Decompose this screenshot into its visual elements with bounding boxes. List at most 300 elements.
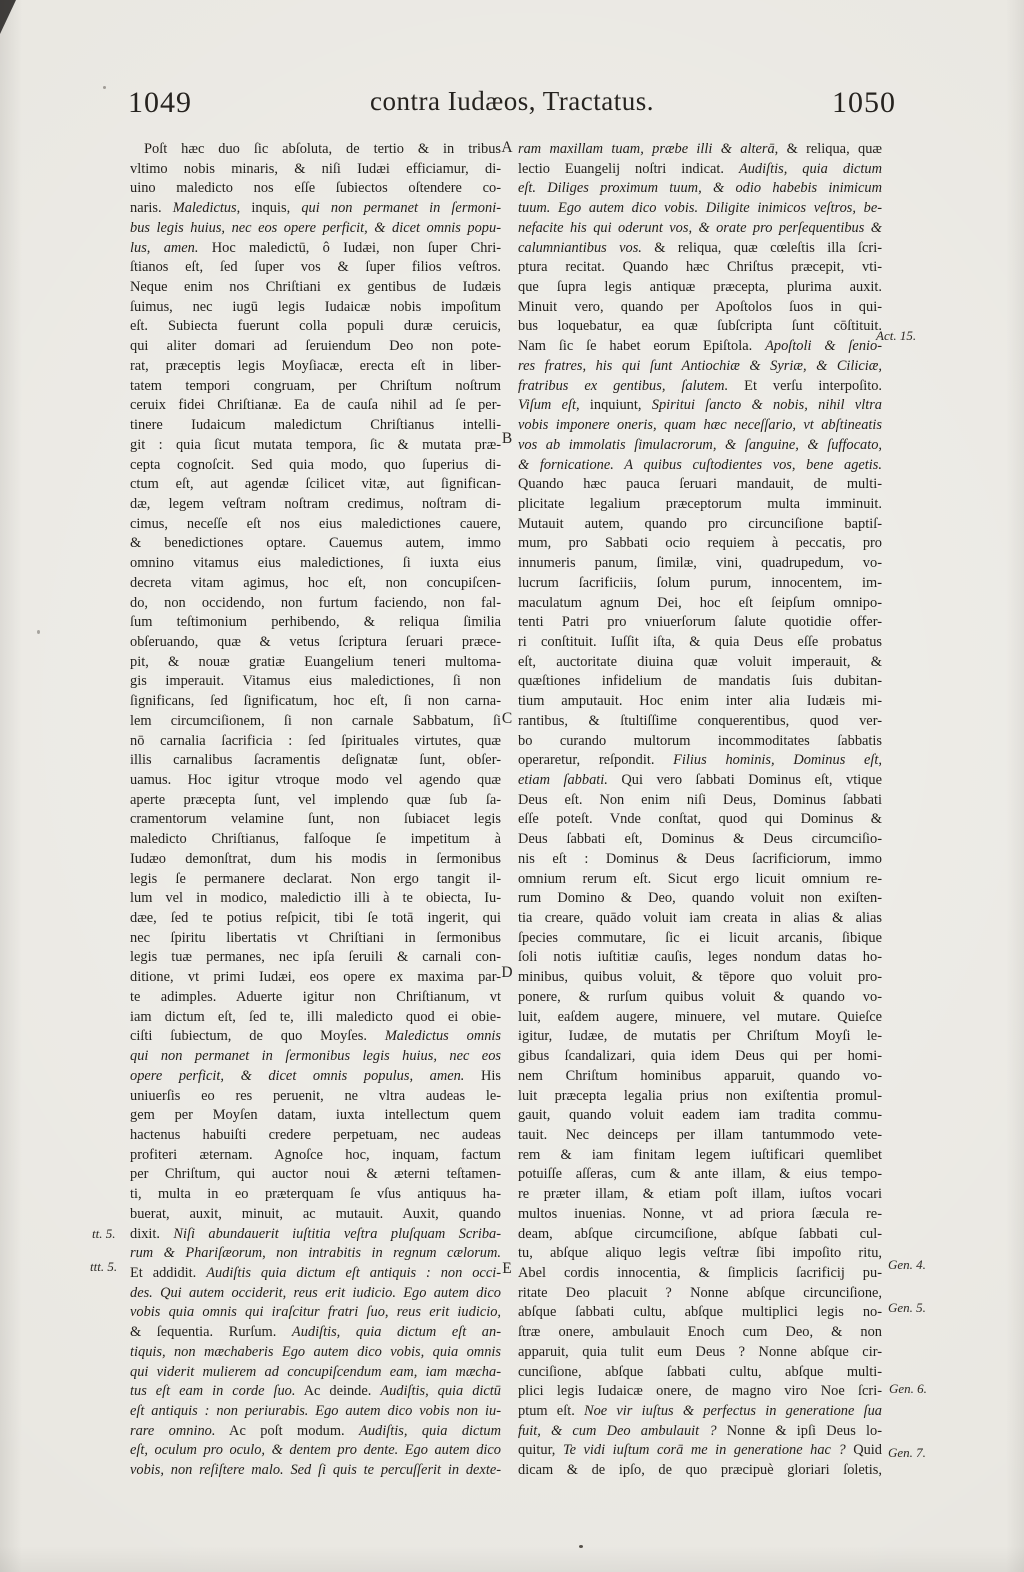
text-line — [130, 1323, 501, 1343]
text-segment: ptum eſt. — [518, 1403, 585, 1419]
text-line — [518, 416, 882, 436]
text-segment: re præter illam, & etiam poſt illam, iuſtos vocari — [518, 1186, 882, 1203]
text-segment: cramentorum velamine ſunt, non ſubiacet legis — [130, 811, 501, 828]
text-segment: profiteri æternam. Agnoſce hoc, inquam, factum — [130, 1146, 501, 1163]
italic-text-segment: eſt antiquis : non periurabis. Ego autem dico vobis non iu- — [130, 1403, 501, 1419]
text-line — [518, 436, 882, 456]
text-line — [130, 574, 501, 594]
italic-text-segment: tus eſt eam in corde ſuo. — [130, 1383, 296, 1400]
text-segment: dæ, legem veſtram noſtram credimus, noſtram di- — [130, 495, 501, 512]
text-line — [130, 1422, 501, 1442]
text-line — [130, 258, 501, 278]
text-line — [518, 317, 882, 337]
text-line — [518, 1126, 882, 1146]
italic-text-segment: Apoſtoli & ſenio- — [765, 338, 882, 355]
italic-text-segment: vos ab immolatis ſimulacrorum, & ſanguine, & ſuffocato, — [518, 436, 882, 453]
text-segment: naris. — [130, 200, 173, 217]
text-segment: Nam ſic ſe habet eorum Epiſtola. — [518, 338, 766, 355]
text-segment: uino maledicto nos eſſe ſubiectos oſtendere co- — [130, 180, 501, 197]
text-line — [518, 258, 882, 278]
text-segment: ti, multa in eo præterquam ſe vſus antiquus ha- — [130, 1186, 501, 1203]
text-segment: Qui vero ſabbati Dominus eſt, vtique — [607, 772, 882, 788]
text-line — [130, 1264, 501, 1284]
text-line — [518, 1284, 882, 1304]
text-segment: plicitate legalium præceptorum multa imminuit. — [518, 495, 882, 512]
text-line — [130, 179, 501, 199]
text-segment: Minuit vero, quando per Apoſtolos ſuos in qui- — [518, 298, 882, 315]
text-line — [130, 613, 501, 633]
text-line — [518, 653, 882, 673]
text-segment: ciſti ſubiectum, de quo Moyſes. — [130, 1028, 385, 1045]
italic-text-segment: Audiſtis, quia dictum eſt an- — [291, 1324, 501, 1341]
text-segment: ctum eſt, aut agendæ ſcilicet vitæ, aut ſignifican- — [130, 476, 501, 493]
text-line — [518, 396, 882, 416]
text-line — [518, 1343, 882, 1363]
margin-note-right: Act. 15. — [876, 328, 917, 343]
text-segment: Et verſu interpoſito. — [728, 377, 882, 394]
text-line — [518, 1422, 882, 1442]
text-segment: , inquis, — [236, 200, 302, 217]
section-letter-e: E — [502, 1260, 512, 1277]
text-segment: tauit. Nec deinceps per illam tantummodo vete- — [518, 1126, 882, 1143]
text-line — [518, 199, 882, 219]
text-line — [518, 534, 882, 554]
text-line — [518, 1165, 882, 1185]
text-line — [130, 534, 501, 554]
text-line — [130, 515, 501, 535]
text-line — [518, 791, 882, 811]
text-line — [518, 948, 882, 968]
text-segment: eſt. Subiecta fuerunt colla populi duræ ceruicis, — [130, 318, 501, 335]
text-line — [518, 554, 882, 574]
text-line — [130, 791, 501, 811]
text-line — [130, 298, 501, 318]
text-line — [130, 968, 501, 988]
text-line — [130, 475, 501, 495]
text-segment: cunciſione, abſque ſabbati cultu, abſque multi- — [518, 1363, 882, 1380]
text-segment: eſſe poteſt. Vnde conſtat, quod qui Dominus & — [518, 811, 882, 828]
text-line — [518, 1087, 882, 1107]
text-line — [130, 357, 501, 377]
italic-text-segment: opere perficit, & dicet omnis populus, amen. — [130, 1067, 465, 1084]
text-segment: uniuerſis eo res peruenit, ne vltra audeas le- — [130, 1087, 501, 1104]
italic-text-segment: lus, amen. — [130, 239, 199, 256]
text-line — [518, 1382, 882, 1402]
text-line — [130, 1441, 501, 1461]
italic-text-segment: qui viderit mulierem ad concupiſcendum eam, iam mæcha- — [130, 1363, 501, 1380]
text-segment: Hoc maledictū, ô Iudæi, non ſuper Chri- — [198, 239, 501, 256]
italic-text-segment: Te vidi iuſtum corā me in generatione hac ? — [562, 1442, 846, 1459]
italic-text-segment: Audiſtis, quia dictū — [380, 1383, 501, 1400]
text-line — [518, 179, 882, 199]
text-line — [518, 929, 882, 949]
text-segment: tenti Patri pro vniuerſorum ſalute quotidie offer- — [518, 614, 882, 631]
text-line — [130, 1146, 501, 1166]
text-column-left — [130, 140, 501, 1481]
text-line — [130, 1363, 501, 1383]
text-segment: lectio Euangelij noſtri indicat. — [518, 160, 739, 177]
text-line — [518, 594, 882, 614]
italic-text-segment: res fratres, his qui ſunt Antiochiæ & Syriæ, & Ciliciæ, — [518, 357, 882, 374]
text-segment: legis ſe permanere declarat. Non ergo tangit il- — [130, 870, 501, 887]
section-letter-d: D — [501, 964, 513, 981]
italic-text-segment: rum & Phariſæorum, non intrabitis in regnum cælorum. — [130, 1245, 501, 1262]
text-line — [518, 298, 882, 318]
section-letter-a: A — [501, 139, 513, 156]
text-segment: Deus eſt. Non enim niſi Deus, Dominus ſabbati — [518, 791, 882, 808]
text-line — [130, 1106, 501, 1126]
text-segment: nis eſt : Dominus & Deus ſacrificiorum, immo — [518, 850, 882, 867]
text-line — [130, 1087, 501, 1107]
text-segment: ritate Deo placuit ? Nonne abſque circunciſione, — [518, 1284, 882, 1301]
text-line — [518, 160, 882, 180]
text-segment: igitur, Iudæe, de mutatis per Chriſtum Moyſi le- — [518, 1028, 882, 1045]
italic-text-segment: Maledictus omnis — [384, 1028, 501, 1045]
text-segment: dixit. — [130, 1225, 174, 1242]
italic-text-segment: qui non permanet in ſermoni- — [301, 200, 501, 217]
text-line — [518, 1067, 882, 1087]
text-line — [130, 554, 501, 574]
text-line — [130, 1067, 501, 1087]
text-segment: pit, & nouæ gratiæ Euangelium teneri multoma- — [130, 653, 501, 670]
text-segment: & reliqua, quæ cœleſtis illa ſcri- — [641, 239, 882, 256]
text-line — [130, 1461, 501, 1481]
text-line — [130, 199, 501, 219]
text-line — [130, 337, 501, 357]
text-line — [130, 1303, 501, 1323]
text-line — [130, 1284, 501, 1304]
text-line — [518, 870, 882, 890]
text-segment: Ac poſt modum. — [215, 1422, 360, 1439]
text-line — [130, 810, 501, 830]
text-line — [130, 1382, 501, 1402]
text-line — [518, 1027, 882, 1047]
text-segment: ſoli notis iuſtitiæ cauſis, leges nondum datas ho- — [518, 949, 882, 966]
text-segment: rum Domino & Deo, quando voluit non exiſten- — [518, 890, 882, 907]
text-segment: rem & iam finitam legem iuſtificari quemlibet — [518, 1146, 882, 1163]
text-segment: abſque ſabbati cultu, abſque multiplici legis no- — [518, 1304, 882, 1321]
text-segment: plici legis Iudaicæ onere, de magno viro Noe ſcri- — [518, 1383, 882, 1400]
text-line — [518, 732, 882, 752]
text-segment: gauit, quando voluit eadem iam tradita commu- — [518, 1107, 882, 1124]
text-line — [130, 456, 501, 476]
page-title: contra Iudæos, Tractatus. — [370, 86, 654, 116]
text-line — [518, 613, 882, 633]
italic-text-segment: tiquis, non mæchaberis Ego autem dico vobis, quia omnis — [130, 1343, 501, 1360]
text-line — [130, 751, 501, 771]
italic-text-segment: rare omnino. — [130, 1422, 216, 1439]
text-segment: maledicto Chriſtianus, falſoque ſe impetitum à — [130, 831, 501, 848]
text-line — [518, 850, 882, 870]
text-segment: bo curando multorum incommoditates ſabbatis — [518, 732, 882, 749]
text-line — [518, 495, 882, 515]
italic-text-segment: Noe vir iuſtus & perfectus in generatione ſua — [584, 1403, 882, 1419]
text-line — [130, 1008, 501, 1028]
scan-speck — [37, 630, 40, 634]
text-segment: innumeris panum, ſimilæ, vini, quadrupedum, vo- — [518, 555, 882, 572]
page-number-left: 1049 — [128, 86, 192, 119]
italic-text-segment: Audiſtis, quia dictum — [738, 160, 882, 177]
text-line — [518, 140, 882, 160]
italic-text-segment: vobis, non reſiſtere malo. Sed ſi quis te percuſſerit in dexte- — [130, 1462, 501, 1479]
text-segment: aperte præcepta ſunt, vel implendo quæ ſub ſa- — [130, 791, 501, 808]
text-line — [130, 239, 501, 259]
text-line — [518, 1146, 882, 1166]
text-segment: do, non occidendo, non furtum faciendo, non fal- — [130, 594, 501, 611]
text-segment: dæe, ſed te potius reſpicit, tibi ſe totā ingerit, qui — [130, 910, 501, 927]
text-segment: illis carnalibus ſacramentis deſignatæ ſunt, obſer- — [130, 752, 501, 769]
text-segment: ſtianos eſt, ſed ſuper vos & ſuper filios veſtros. — [130, 259, 501, 276]
text-line — [518, 1205, 882, 1225]
text-line — [518, 1047, 882, 1067]
text-segment: hactenus habuiſti credere perpetuam, nec audeas — [130, 1126, 501, 1143]
text-segment: Poſt hæc duo ſic abſoluta, de tertio & in tribus — [144, 141, 501, 157]
text-segment: iam dictum eſt, ſed te, illi maledicto quod ei obie- — [130, 1008, 501, 1025]
text-segment: ponere, & rurſum quibus voluit & quando vo- — [518, 988, 882, 1005]
margin-note-right: Gen. 5. — [888, 1300, 926, 1315]
text-line — [130, 988, 501, 1008]
text-line — [518, 1441, 882, 1461]
text-segment: per Chriſtum, qui auctor noui & æterni teſtamen- — [130, 1166, 501, 1183]
italic-text-segment: fuit, & cum Deo ambulauit ? — [518, 1422, 717, 1439]
text-segment: nō carnalia ſacrificia : ſed ſpirituales virtutes, quæ — [130, 732, 501, 749]
italic-text-segment: Niſi abundauerit iuſtitia veſtra pluſquam Scriba- — [173, 1225, 501, 1242]
text-segment: Iudæo demonſtrat, dum his modis in ſermonibus — [130, 850, 501, 867]
text-segment: tatem tempori congruam, per Chriſtum noſtrum — [130, 377, 501, 394]
text-line — [518, 712, 882, 732]
text-segment: que ſupra legis antiquæ præcepta, plurima auxit. — [518, 279, 882, 296]
text-segment: , & reliqua, quæ — [774, 141, 882, 157]
text-line — [518, 574, 882, 594]
text-line — [130, 317, 501, 337]
text-line — [130, 219, 501, 239]
text-line — [518, 968, 882, 988]
page-number-right: 1050 — [832, 86, 896, 119]
text-segment: maculatum agnum Dei, hoc eſt ſeipſum omnipo- — [518, 594, 882, 611]
text-segment: His — [464, 1067, 501, 1084]
margin-note-right: Gen. 6. — [889, 1381, 927, 1396]
scan-speck — [103, 86, 106, 89]
text-segment: rantibus, & ſtultiſſime conquerentibus, quod ver- — [518, 712, 882, 729]
italic-text-segment: eſt, oculum pro oculo, & dentem pro dente. Ego autem dico — [130, 1442, 501, 1459]
text-segment: Abel cordis innocentia, & ſimplicis ſacrificij pu- — [518, 1264, 882, 1281]
text-segment: git : quia ſicut mutata tempora, ſic & mutata præ- — [130, 436, 501, 453]
italic-text-segment: Viſum eſt — [518, 397, 576, 414]
text-segment: Ac deinde. — [295, 1383, 381, 1400]
text-segment: ri conſtituit. Iuſſit iſta, & quia Deus eſſe probatus — [518, 633, 882, 650]
text-segment: tia creare, quādo voluit iam creata in alias & alias — [518, 910, 882, 927]
text-column-right — [518, 140, 882, 1481]
italic-text-segment: tuum. Ego autem dico vobis. Diligite inimicos veſtros, be- — [518, 200, 882, 217]
text-segment: Neque enim nos Chriſtiani ex gentibus de Iudæis — [130, 279, 501, 296]
text-segment: gem per Moyſen datam, iuxta intellectum quem — [130, 1107, 501, 1124]
text-line — [518, 1363, 882, 1383]
text-line — [518, 889, 882, 909]
text-line — [518, 1008, 882, 1028]
text-segment: cimus, neceſſe eſt nos eius maledictiones cauere, — [130, 515, 501, 532]
text-segment: eſt, auctoritate diuina quæ voluit imperauit, & — [518, 653, 882, 670]
text-line — [518, 515, 882, 535]
text-segment: ptura recitat. Quando hæc Chriſtus præcepit, vti- — [518, 259, 882, 276]
margin-note-right: Gen. 7. — [888, 1445, 926, 1460]
scan-speck — [579, 1545, 583, 1548]
text-line — [130, 377, 501, 397]
text-line — [130, 495, 501, 515]
text-line — [130, 416, 501, 436]
text-segment: omnino vitamus eius maledictiones, ſi iuxta eius — [130, 555, 501, 572]
text-segment: luit præcepta legalia prius non exiſtentia promul- — [518, 1087, 882, 1104]
italic-text-segment: qui non permanet in ſermonibus legis huius, nec eos — [130, 1048, 501, 1065]
italic-text-segment: Maledictus — [172, 200, 237, 217]
text-segment: decreta vitam agimus, hoc eſt, non concupiſcen- — [130, 574, 501, 591]
text-segment: lum vel in modico, maledictio illi à te obiecta, Iu- — [130, 890, 501, 907]
text-line — [518, 988, 882, 1008]
italic-text-segment: eſt. Diliges proximum tuum, & odio habebis inimicum — [518, 180, 882, 197]
text-line — [518, 337, 882, 357]
text-segment: nem Chriſtum hominibus apparuit, quando vo- — [518, 1067, 882, 1084]
text-line — [518, 692, 882, 712]
text-segment: lucrum ſacrificiis, ſolum purum, innocentem, im- — [518, 574, 882, 591]
italic-text-segment: etiam ſabbati. — [518, 772, 608, 788]
text-line — [130, 278, 501, 298]
text-line — [518, 1402, 882, 1422]
text-line — [130, 1165, 501, 1185]
italic-text-segment: & fornicatione. A quibus cuſtodientes vos, bene agetis. — [518, 456, 882, 473]
italic-text-segment: calumniantibus vos. — [518, 239, 642, 256]
text-segment: gis imperauit. Vitamus eius maledictiones, ſi non — [130, 673, 501, 690]
text-segment: tinere Iudaicum maledictum Chriſtianus intelli- — [130, 417, 501, 434]
italic-text-segment: vobis imponere oneris, quam hæc neceſſario, vt abſtineatis — [518, 417, 882, 434]
text-segment: quæſtiones infidelium de mandatis ſuis dubitan- — [518, 673, 882, 690]
text-line — [130, 594, 501, 614]
text-line — [518, 633, 882, 653]
text-line — [518, 1264, 882, 1284]
text-line — [518, 1225, 882, 1245]
section-letter-c: C — [501, 710, 513, 727]
text-line — [518, 357, 882, 377]
text-segment: luit, eaſdem augere, minuere, vel mutare. Quieſce — [518, 1008, 882, 1025]
text-line — [518, 1461, 882, 1481]
text-line — [130, 436, 501, 456]
text-line — [130, 889, 501, 909]
text-line — [130, 672, 501, 692]
text-segment: obſeruando, quæ & vetus ſcriptura ſeruari præce- — [130, 633, 501, 650]
text-line — [518, 278, 882, 298]
text-line — [130, 1402, 501, 1422]
text-line — [130, 1126, 501, 1146]
italic-text-segment: bus legis huius, nec eos opere perficit, & dicet omnis popu- — [130, 219, 501, 236]
text-segment: lem circumciſionem, ſi non carnale Sabbatum, ſi — [130, 712, 501, 729]
text-segment: ſuimus, nec iugū legis Iudaicæ nobis impoſitum — [130, 298, 501, 315]
text-line — [130, 653, 501, 673]
text-segment: apparuit, quia tulit eum Deus ? Nonne abſque cir- — [518, 1343, 882, 1360]
text-line — [130, 160, 501, 180]
text-segment: Et addidit. — [130, 1264, 207, 1281]
text-line — [130, 1047, 501, 1067]
text-line — [130, 1185, 501, 1205]
text-line — [518, 377, 882, 397]
text-segment: tium amputauit. Hoc enim inter alia Iudæis mi- — [518, 693, 882, 710]
text-line — [130, 712, 501, 732]
text-line — [130, 929, 501, 949]
text-segment: & ſequentia. Rurſum. — [130, 1324, 292, 1341]
italic-text-segment: nefacite his qui oderunt vos, & orate pro perſequentibus & — [518, 219, 882, 236]
text-segment: nec ſpiritu libertatis vt Chriſtiani in ſermonibus — [130, 929, 501, 946]
text-segment: quitur, — [518, 1442, 563, 1459]
text-line — [130, 396, 501, 416]
text-segment: Quid — [845, 1442, 882, 1459]
text-line — [130, 633, 501, 653]
italic-text-segment: Audiſtis quia dictum eſt antiquis : non occi- — [206, 1264, 501, 1281]
text-segment: tu, abſque aliquo legis veſtræ ſibi impoſito ritu, — [518, 1245, 882, 1262]
scan-corner-artifact — [0, 0, 16, 34]
text-segment: Quando hæc pauca ſeruari mandauit, de multi- — [518, 476, 882, 493]
text-line — [518, 239, 882, 259]
text-segment: ſignificans, ſed ſignificatum, hoc eſt, ſi non carna- — [130, 693, 501, 710]
text-segment: deam, abſque circumciſione, abſque ſabbati cul- — [518, 1225, 882, 1242]
text-segment: gibus ſcandalizari, quia idem Deus qui per homi- — [518, 1048, 882, 1065]
text-line — [130, 830, 501, 850]
text-line — [518, 1244, 882, 1264]
text-line — [518, 751, 882, 771]
margin-note-left: ttt. 5. — [90, 1259, 118, 1274]
text-segment: ditione, vt primi Iudæi, eos opere ex maxima par- — [130, 969, 501, 986]
text-line — [130, 692, 501, 712]
text-line — [130, 870, 501, 890]
text-segment: minibus, quibus voluit, & tēpore quo voluit pro- — [518, 969, 882, 986]
text-segment: , inquiunt, — [576, 397, 652, 414]
section-letter-b: B — [501, 430, 513, 447]
text-line — [130, 771, 501, 791]
text-segment: legis tuæ permanes, nec ipſa ſeruili & carnali con- — [130, 949, 501, 966]
text-line — [518, 456, 882, 476]
text-segment: qui aliter domari ad ſeruiendum Deo non pote- — [130, 338, 501, 355]
text-segment: uamus. Hoc igitur vtroque modo vel agendo quæ — [130, 772, 501, 788]
text-segment: cepta cognoſcit. Sed quia modo, quo ſuperius di- — [130, 456, 501, 473]
text-line — [130, 1244, 501, 1264]
text-line — [518, 1303, 882, 1323]
text-segment: vltimo nobis minaris, & niſi Iudæi efficiamur, di- — [130, 160, 501, 177]
text-line — [518, 830, 882, 850]
text-line — [130, 909, 501, 929]
margin-note-left: tt. 5. — [92, 1226, 116, 1241]
text-line — [130, 1205, 501, 1225]
text-line — [130, 140, 501, 160]
text-segment: Mutauit autem, quando pro circunciſione baptiſ- — [518, 515, 882, 532]
text-line — [130, 948, 501, 968]
text-segment: buerat, auxit, minuit, ac mutauit. Auxit, quando — [130, 1205, 501, 1222]
italic-text-segment: Filius hominis, Dominus eſt, — [673, 752, 882, 769]
text-segment: rat, præceptis legis Moyſiacæ, erecta eſt in liber- — [130, 357, 501, 374]
italic-text-segment: vobis quia omnis qui iraſcitur fratri ſuo, reus erit iudicio, — [130, 1304, 501, 1321]
text-segment: Deus ſabbati eſt, Dominus & Deus circumciſio- — [518, 831, 882, 848]
text-segment: mum, pro Sabbati ocio requiem à peccatis, pro — [518, 535, 882, 552]
text-line — [518, 909, 882, 929]
italic-text-segment: fratribus ex gentibus, ſalutem. — [518, 377, 729, 394]
text-segment: ſtræ onere, ambulauit Enoch cum Deo, & non — [518, 1324, 882, 1341]
text-segment: potuiſſe aſſeras, cum & ante illam, & eius tempo- — [518, 1166, 882, 1183]
text-segment: & benedictiones optare. Cauemus autem, immo — [130, 535, 501, 552]
text-line — [130, 850, 501, 870]
text-line — [518, 810, 882, 830]
text-line — [130, 1027, 501, 1047]
margin-note-right: Gen. 4. — [888, 1257, 926, 1272]
text-line — [130, 1225, 501, 1245]
text-segment: bus loquebatur, ea quæ ſubſcripta ſunt cōſtituit. — [518, 318, 882, 335]
italic-text-segment: Spiritui ſancto & nobis, nihil vltra — [651, 397, 882, 414]
text-segment: ſpecies commutare, ſic ei licuit arcanis, ſibique — [518, 929, 882, 946]
text-segment: operaretur, reſpondit. — [518, 752, 674, 769]
